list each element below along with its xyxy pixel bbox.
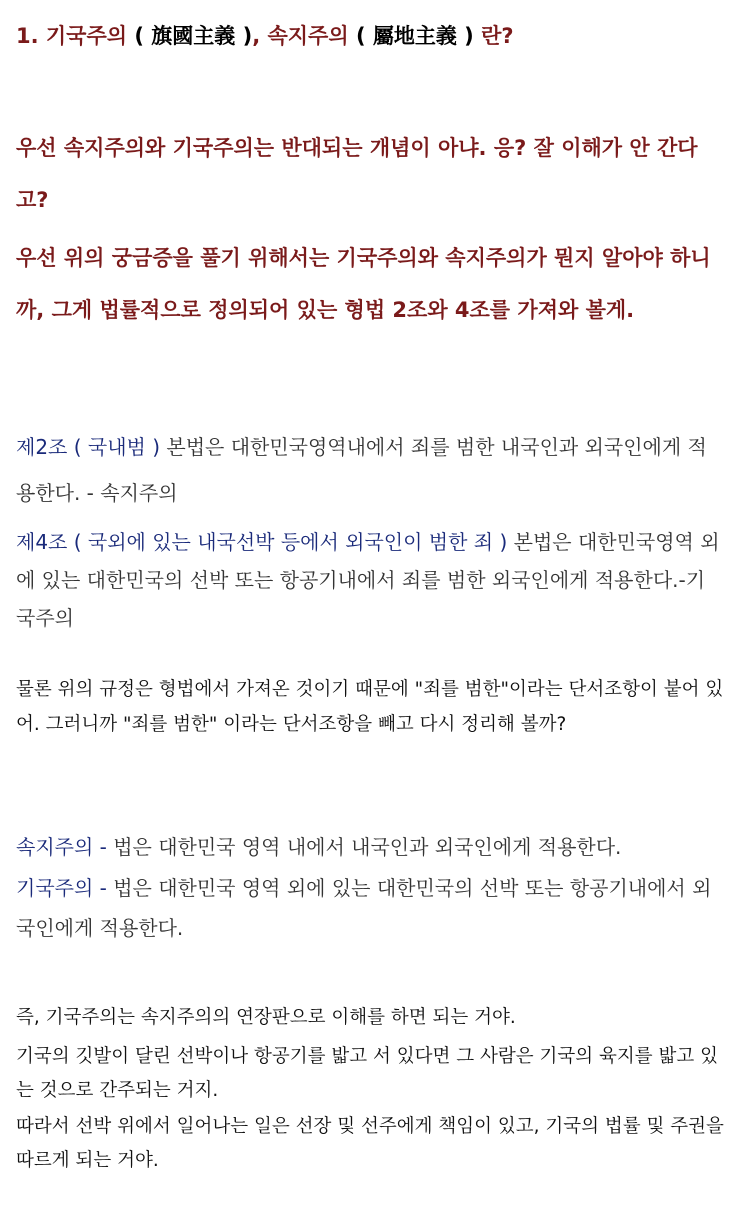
summary-kigukjuui-label: 기국주의 - bbox=[16, 876, 107, 900]
intro-paragraph-2: 우선 위의 궁금증을 풀기 위해서는 기국주의와 속지주의가 뭔지 알아야 하니까, 그게 법률적으로 정의되어 있는 형법 2조와 4조를 가져와 볼게. bbox=[16, 246, 711, 322]
title-hanja-kigukjuui: ( 旗國主義 ) bbox=[134, 24, 253, 48]
summary-kigukjuui-text: 법은 대한민국 영역 외에 있는 대한민국의 선박 또는 항공기내에서 외국인에게 적용한다. bbox=[16, 876, 712, 940]
intro-paragraph-1: 우선 속지주의와 기국주의는 반대되는 개념이 아냐. 응? 잘 이해가 안 간다고? bbox=[16, 136, 698, 212]
summary-sokjijuui-text: 법은 대한민국 영역 내에서 내국인과 외국인에게 적용한다. bbox=[113, 835, 622, 859]
conclusion-line-3: 따라서 선박 위에서 일어나는 일은 선장 및 선주에게 책임이 있고, 기국의 법률 및 주권을 따르게 되는 거야. bbox=[16, 1116, 724, 1171]
title-hanja-sokjijuui: ( 屬地主義 ) bbox=[355, 24, 474, 48]
law-article-4-text: 본법은 대한민국영역 외에 있는 대한민국의 선박 또는 항공기내에서 죄를 범한 외국인에게 적용한다.-기국주의 bbox=[16, 530, 720, 630]
summary-sokjijuui-label: 속지주의 - bbox=[16, 835, 107, 859]
law-article-4 bbox=[16, 523, 724, 637]
law-article-4-heading: 제4조 ( 국외에 있는 내국선박 등에서 외국인이 범한 죄 ) bbox=[16, 530, 508, 554]
title-separator: , bbox=[252, 24, 261, 48]
section-title bbox=[16, 20, 724, 52]
explanation-paragraph: 물론 위의 규정은 형법에서 가져온 것이기 때문에 "죄를 범한"이라는 단서조항이 붙어 있어. 그러니까 "죄를 범한" 이라는 단서조항을 빼고 다시 정리해 볼까? bbox=[16, 679, 724, 735]
title-part-kigukjuui: 1. 기국주의 bbox=[16, 24, 128, 48]
title-part-sokjijuui: 속지주의 bbox=[267, 24, 349, 48]
law-article-2-text: 본법은 대한민국영역내에서 죄를 범한 내국인과 외국인에게 적용한다. - 속지주의 bbox=[16, 435, 707, 505]
summary-kigukjuui bbox=[16, 868, 724, 948]
conclusion-line-2: 기국의 깃발이 달린 선박이나 항공기를 밟고 서 있다면 그 사람은 기국의 육지를 밟고 있는 것으로 간주되는 거지. bbox=[16, 1046, 718, 1101]
title-suffix: 란? bbox=[481, 24, 514, 48]
law-article-2-heading: 제2조 ( 국내범 ) bbox=[16, 435, 161, 459]
summary-sokjijuui bbox=[16, 826, 724, 868]
law-article-2 bbox=[16, 424, 724, 516]
conclusion-line-1: 즉, 기국주의는 속지주의의 연장판으로 이해를 하면 되는 거야. bbox=[16, 1007, 516, 1028]
